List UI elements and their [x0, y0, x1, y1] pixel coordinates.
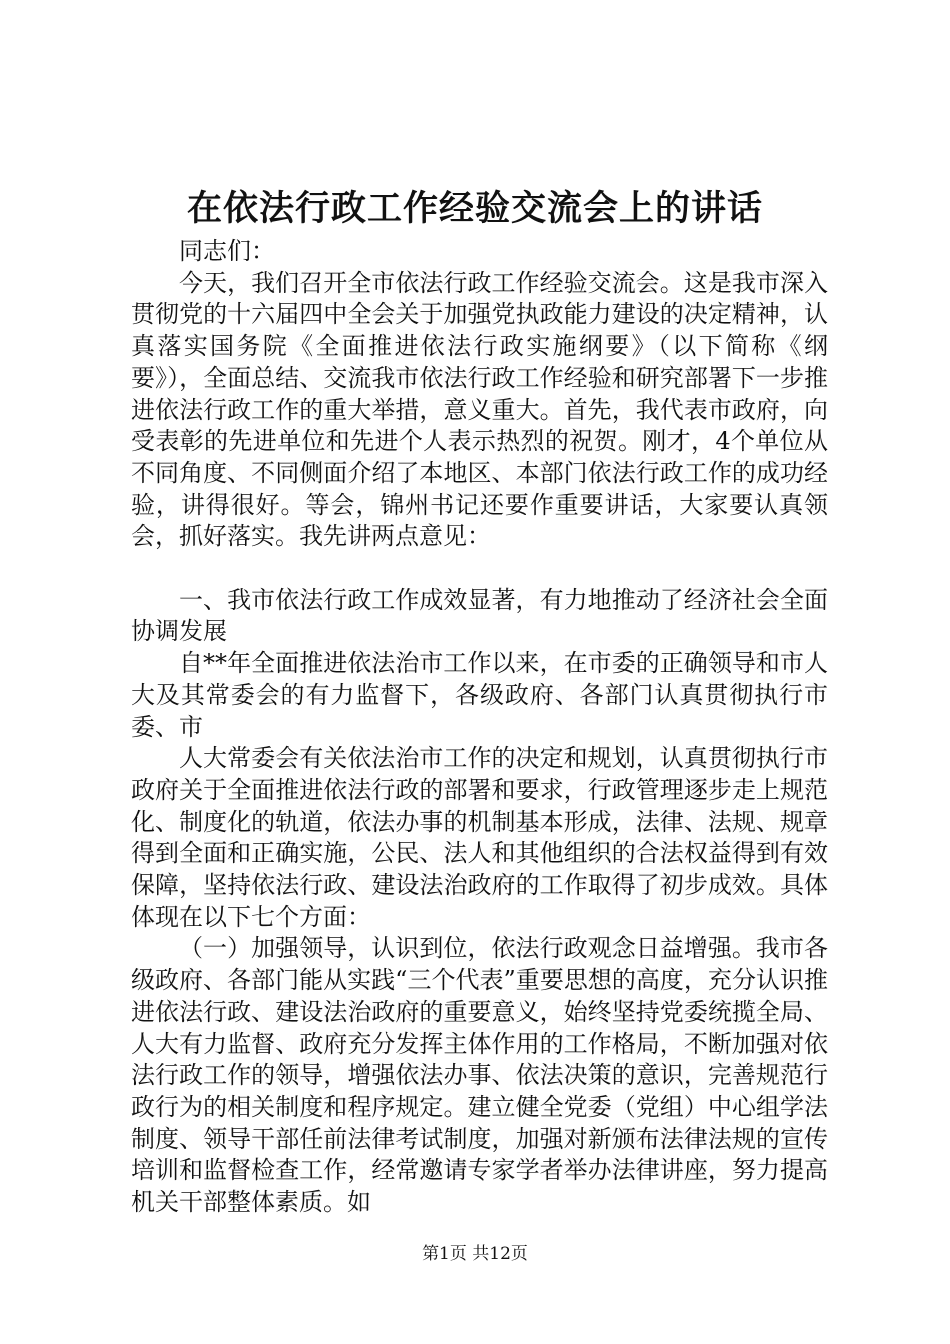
body-paragraph: 自**年全面推进依法治市工作以来，在市委的正确领导和市人大及其常委会的有力监督下，各级政府、各部门认真贯彻执行市委、市 — [131, 649, 828, 741]
opening-paragraph: 今天，我们召开全市依法行政工作经验交流会。这是我市深入贯彻党的十六届四中全会关于加强党执政能力建设的决定精神，认真落实国务院《全面推进依法行政实施纲要》（以下简称《纲要》），全面总结、交流我市依法行政工作经验和研究部署下一步推进依法行政工作的重大举措，意义重大。首先，我代表市政府，向受表彰的先进单位和先进个人表示热烈的祝贺。刚才，4个单位从不同角度、不同侧面介绍了本地区、本部门依法行政工作的成功经验，讲得很好。等会，锦州书记还要作重要讲话，大家要认真领会，抓好落实。我先讲两点意见： — [131, 268, 828, 551]
salutation-paragraph: 同志们： — [179, 237, 275, 265]
body-paragraph: 人大常委会有关依法治市工作的决定和规划，认真贯彻执行市政府关于全面推进依法行政的部署和要求，行政管理逐步走上规范化、制度化的轨道，依法办事的机制基本形成，法律、法规、规章得到全面和正确实施，公民、法人和其他组织的合法权益得到有效保障，坚持依法行政、建设法治政府的工作取得了初步成效。具体体现在以下七个方面： — [131, 744, 828, 931]
document-body — [131, 236, 828, 1219]
body-paragraph: （一）加强领导，认识到位，依法行政观念日益增强。我市各级政府、各部门能从实践“三个代表”重要思想的高度，充分认识推进依法行政、建设法治政府的重要意义，始终坚持党委统揽全局、人大有力监督、政府充分发挥主体作用的工作格局，不断加强对依法行政工作的领导，增强依法办事、依法决策的意识，完善规范行政行为的相关制度和程序规定。建立健全党委（党组）中心组学法制度、领导干部任前法律考试制度，加强对新颁布法律法规的宣传培训和监督检查工作，经常邀请专家学者举办法律讲座，努力提高机关干部整体素质。如 — [131, 934, 828, 1217]
section-heading: 一、我市依法行政工作成效显著，有力地推动了经济社会全面协调发展 — [131, 585, 828, 646]
document-title: 在依法行政工作经验交流会上的讲话 — [186, 188, 763, 229]
page-indicator: 第1页 共12页 — [422, 1244, 528, 1264]
